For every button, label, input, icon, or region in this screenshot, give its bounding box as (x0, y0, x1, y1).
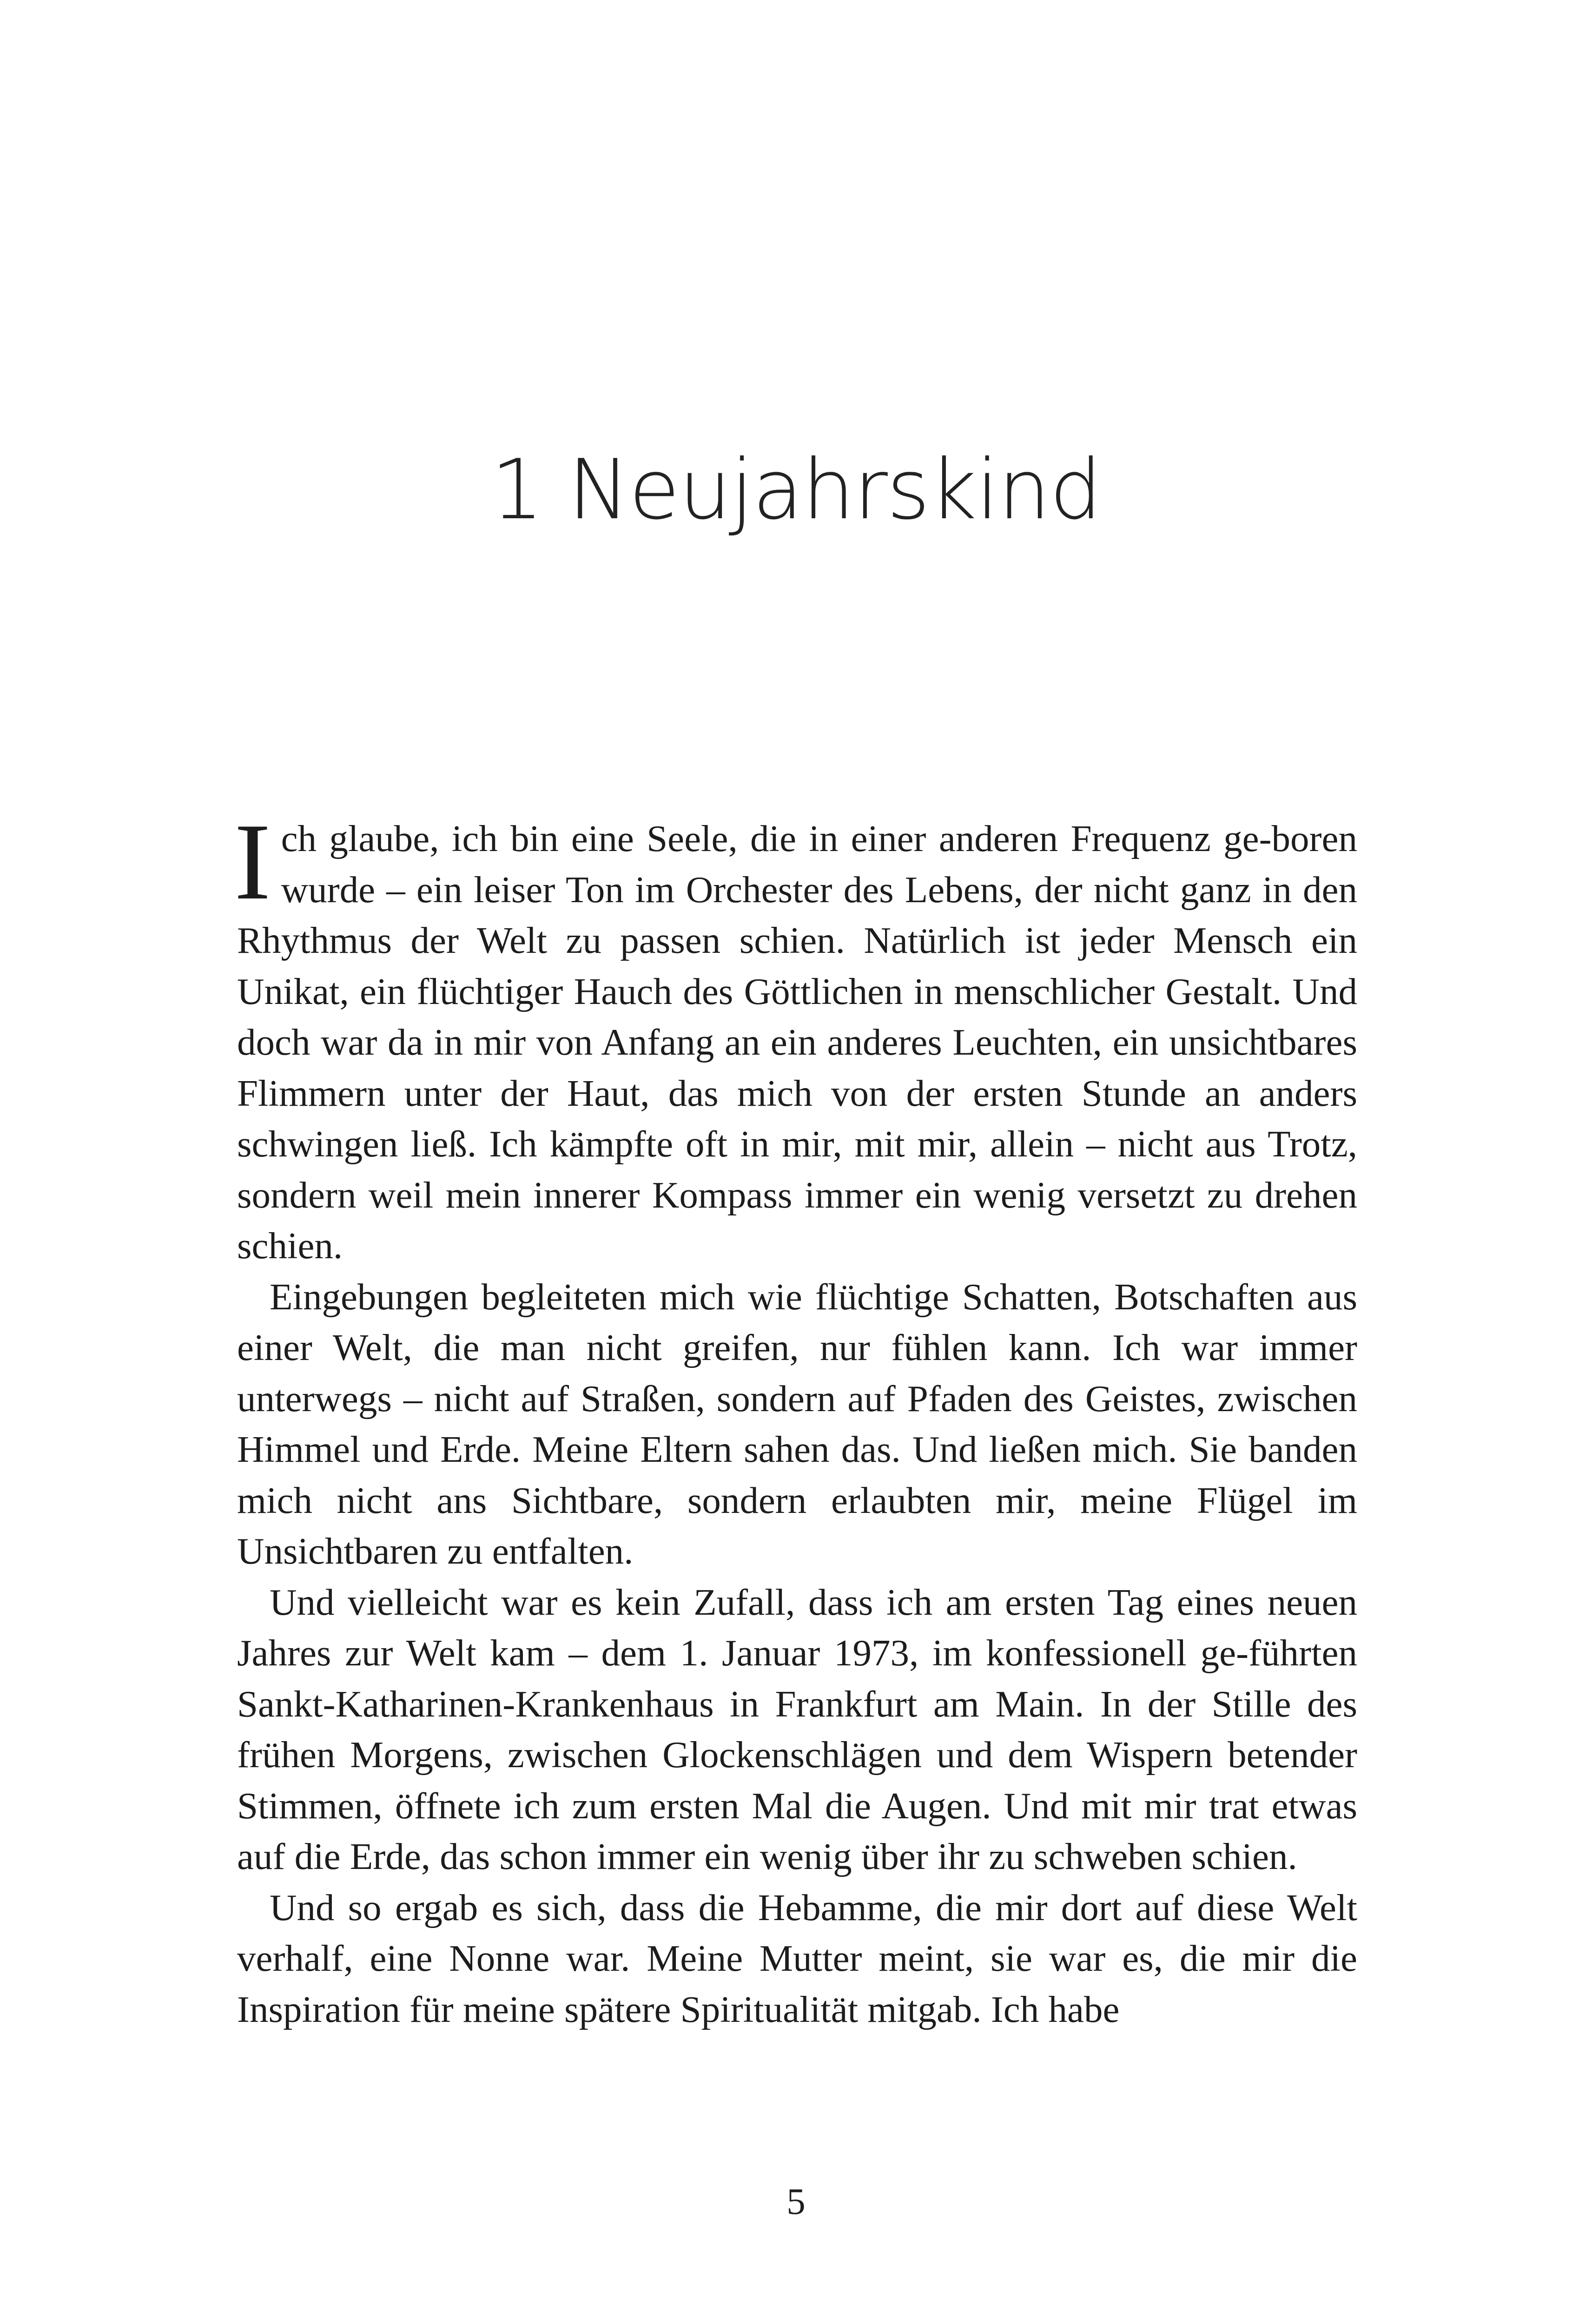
chapter-title: 1 Neujahrskind (491, 442, 1101, 538)
chapter-body (234, 801, 1357, 2035)
paragraph-2: Eingebungen begleiteten mich wie flüchtige Schatten, Botschaften aus einer Welt, die man nicht greifen, nur fühlen kann. Ich war immer unterwegs – nicht auf Straßen, sondern auf Pfaden des Geistes, zwischen Himmel und Erde. Meine Eltern sahen das. Und ließen mich. Sie banden mich nicht ans Sichtbare, sondern erlaubten mir, meine Flügel im Unsichtbaren zu entfalten. (237, 1275, 1357, 1572)
paragraph-4: Und so ergab es sich, dass die Hebamme, die mir dort auf diese Welt verhalf, eine Nonne war. Meine Mutter meint, sie war es, die mir die Inspiration für meine spätere Spiritualität mitgab. Ich habe (237, 1886, 1357, 2030)
page-number: 5 (786, 2180, 806, 2222)
paragraph-1-text: ch glaube, ich bin eine Seele, die in einer anderen Frequenz ge-boren wurde – ein leiser Ton im Orchester des Lebens, der nicht ganz in den Rhythmus der Welt zu passen schien. Natürlich ist jeder Mensch ein Unikat, ein flüchtiger Hauch des Göttlichen in menschlicher Gestalt. Und doch war da in mir von Anfang an ein anderes Leuchten, ein unsichtbares Flimmern unter der Haut, das mich von der ersten Stunde an anders schwingen ließ. Ich kämpfte oft in mir, mit mir, allein – nicht aus Trotz, sondern weil mein innerer Kompass immer ein wenig versetzt zu drehen schien. (237, 818, 1357, 1267)
paragraph-3: Und vielleicht war es kein Zufall, dass ich am ersten Tag eines neuen Jahres zur Welt kam – dem 1. Januar 1973, im konfessionell ge-führten Sankt-Katharinen-Krankenhaus in Frankfurt am Main. In der Stille des frühen Morgens, zwischen Glockenschlägen und dem Wispern betender Stimmen, öffnete ich zum ersten Mal die Augen. Und mit mir trat etwas auf die Erde, das schon immer ein wenig über ihr zu schweben schien. (237, 1581, 1357, 1877)
paragraph-1 (234, 801, 1357, 1272)
drop-cap: I (234, 801, 271, 923)
